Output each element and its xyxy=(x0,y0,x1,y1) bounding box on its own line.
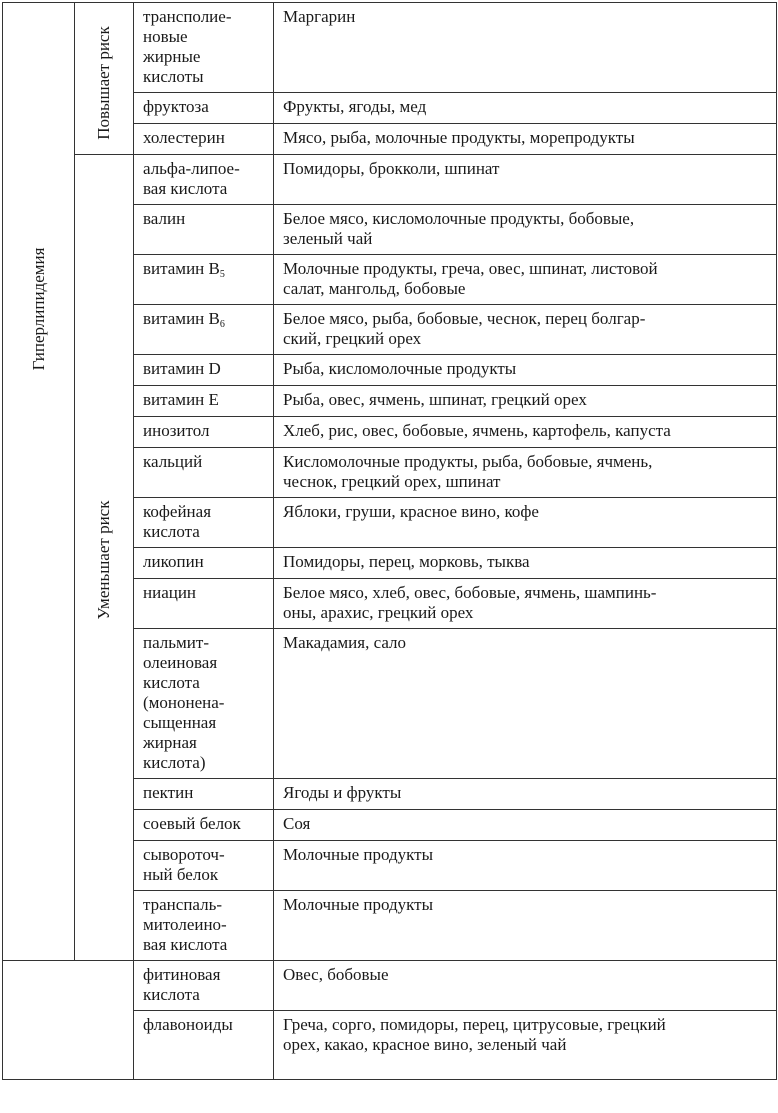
substance-name: витамин D xyxy=(143,359,221,378)
substance-name: витамин B xyxy=(143,259,220,278)
foods-text: Маргарин xyxy=(283,7,356,26)
foods-cell xyxy=(274,961,777,1011)
substance-cell xyxy=(134,155,274,205)
foods-text: Рыба, кисломолочные продукты xyxy=(283,359,517,378)
substance-cell xyxy=(134,305,274,355)
foods-text: Молочные продукты xyxy=(283,895,434,914)
foods-text: Мясо, рыба, молочные продукты, морепродукты xyxy=(283,128,635,147)
substance-cell xyxy=(134,810,274,841)
substance-name: альфа-липое- вая кислота xyxy=(143,159,240,198)
table-row xyxy=(3,961,777,1011)
substance-cell xyxy=(134,579,274,629)
foods-text: Фрукты, ягоды, мед xyxy=(283,97,427,116)
group-cell-increase xyxy=(75,3,134,155)
foods-cell xyxy=(274,1011,777,1080)
substance-cell xyxy=(134,629,274,779)
substance-name: витамин B xyxy=(143,309,220,328)
substance-cell xyxy=(134,841,274,891)
food-table xyxy=(2,2,777,1080)
substance-name: сывороточ- ный белок xyxy=(143,845,225,884)
substance-cell xyxy=(134,891,274,961)
substance-name: фруктоза xyxy=(143,97,209,116)
substance-cell xyxy=(134,1011,274,1080)
substance-name: пальмит- олеиновая кислота (мононена- сыщенная жирная кислота) xyxy=(143,633,225,772)
substance-name: инозитол xyxy=(143,421,210,440)
foods-text: Молочные продукты, греча, овес, шпинат, листовой салат, мангольд, бобовые xyxy=(283,259,658,298)
substance-name: валин xyxy=(143,209,186,228)
substance-subscript: 6 xyxy=(219,319,225,330)
substance-cell xyxy=(134,124,274,155)
substance-name: кальций xyxy=(143,452,203,471)
foods-text: Белое мясо, рыба, бобовые, чеснок, перец болгар- ский, грецкий орех xyxy=(283,309,646,348)
substance-name: фитиновая кислота xyxy=(143,965,221,1004)
foods-cell xyxy=(274,93,777,124)
substance-name: транспаль- митолеино- вая кислота xyxy=(143,895,228,954)
substance-cell xyxy=(134,961,274,1011)
foods-cell xyxy=(274,579,777,629)
foods-cell xyxy=(274,386,777,417)
foods-text: Молочные продукты xyxy=(283,845,434,864)
foods-text: Рыба, овес, ячмень, шпинат, грецкий орех xyxy=(283,390,587,409)
group-label-decrease: Уменьшает риск xyxy=(94,500,113,620)
substance-cell xyxy=(134,448,274,498)
substance-name: пектин xyxy=(143,783,194,802)
foods-cell xyxy=(274,155,777,205)
foods-cell xyxy=(274,205,777,255)
foods-text: Макадамия, сало xyxy=(283,633,407,652)
foods-cell xyxy=(274,891,777,961)
foods-text: Кисломолочные продукты, рыба, бобовые, ячмень, чеснок, грецкий орех, шпинат xyxy=(283,452,653,491)
foods-text: Греча, сорго, помидоры, перец, цитрусовые, грецкий орех, какао, красное вино, зеленый чай xyxy=(283,1015,666,1054)
substance-cell xyxy=(134,3,274,93)
substance-cell xyxy=(134,355,274,386)
foods-cell xyxy=(274,255,777,305)
foods-cell xyxy=(274,417,777,448)
group-label-increase: Повышает риск xyxy=(94,26,113,140)
substance-name: соевый белок xyxy=(143,814,241,833)
substance-subscript: 5 xyxy=(219,269,225,280)
foods-text: Помидоры, перец, морковь, тыква xyxy=(283,552,530,571)
substance-cell xyxy=(134,93,274,124)
substance-cell xyxy=(134,417,274,448)
group-cell-decrease xyxy=(75,155,134,961)
foods-cell xyxy=(274,355,777,386)
foods-cell xyxy=(274,629,777,779)
foods-cell xyxy=(274,810,777,841)
substance-name: флавоноиды xyxy=(143,1015,233,1034)
foods-text: Яблоки, груши, красное вино, кофе xyxy=(283,502,539,521)
foods-text: Ягоды и фрукты xyxy=(283,783,402,802)
substance-cell xyxy=(134,386,274,417)
foods-cell xyxy=(274,548,777,579)
foods-text: Белое мясо, кисломолочные продукты, бобовые, зеленый чай xyxy=(283,209,635,248)
foods-text: Белое мясо, хлеб, овес, бобовые, ячмень, шампинь- оны, арахис, грецкий орех xyxy=(283,583,657,622)
substance-cell xyxy=(134,779,274,810)
foods-text: Хлеб, рис, овес, бобовые, ячмень, картофель, капуста xyxy=(283,421,671,440)
substance-cell xyxy=(134,205,274,255)
substance-name: витамин E xyxy=(143,390,219,409)
substance-cell xyxy=(134,548,274,579)
foods-cell xyxy=(274,305,777,355)
empty-cell xyxy=(3,961,134,1080)
foods-cell xyxy=(274,124,777,155)
table-row xyxy=(3,155,777,205)
foods-cell xyxy=(274,779,777,810)
foods-text: Помидоры, брокколи, шпинат xyxy=(283,159,500,178)
substance-name: трансполие- новые жирные кислоты xyxy=(143,7,232,86)
substance-name: холестерин xyxy=(143,128,225,147)
disease-label: Гиперлипидемия xyxy=(28,247,48,371)
table-row xyxy=(3,3,777,93)
foods-text: Соя xyxy=(283,814,311,833)
disease-cell xyxy=(3,3,75,961)
substance-cell xyxy=(134,498,274,548)
foods-cell xyxy=(274,841,777,891)
table-body xyxy=(3,3,777,1080)
substance-name: ниацин xyxy=(143,583,197,602)
foods-cell xyxy=(274,448,777,498)
foods-cell xyxy=(274,498,777,548)
substance-name: кофейная кислота xyxy=(143,502,212,541)
substance-cell xyxy=(134,255,274,305)
substance-name: ликопин xyxy=(143,552,204,571)
foods-text: Овес, бобовые xyxy=(283,965,389,984)
foods-cell xyxy=(274,3,777,93)
